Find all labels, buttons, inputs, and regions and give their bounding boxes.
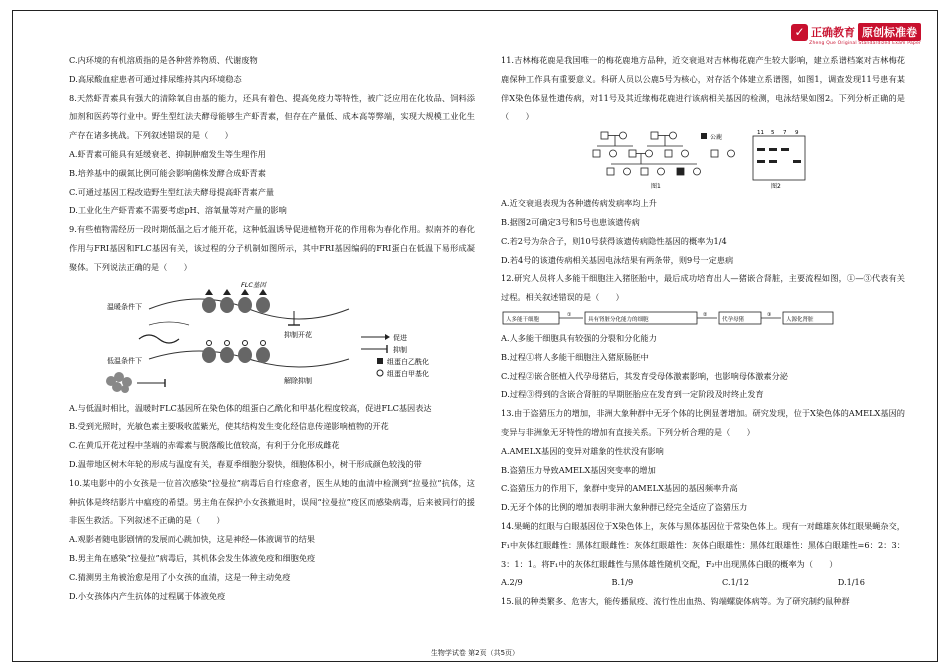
fig1-label: 图1: [651, 183, 661, 191]
gel-lane-5: 5: [771, 130, 775, 137]
q12-option-a: A.人多能干细胞具有较强的分裂和分化能力: [501, 332, 657, 343]
logo-slogan: 原创标准卷: [858, 23, 921, 41]
q13-option-b: B.盗猎压力导致AMELX基因突变率的增加: [501, 464, 656, 475]
q14-option-d: D.1/16: [837, 577, 865, 588]
page-footer: 生物学试卷 第2页（共5页）: [430, 649, 520, 657]
q13-stem: 13.由于盗猎压力的增加，非洲大象种群中无牙个体的比例显著增加。研究发现，位于X染色体的AMELX基因的变异与非洲象无牙特性的增加有直接关系。下列分析合理的是（ ）: [501, 408, 905, 437]
flow-step-2: 具有肾脏分化能力的细胞: [588, 316, 649, 323]
left-column: [69, 51, 475, 605]
q14-option-b: B.1/9: [611, 577, 634, 588]
q14-options: [501, 573, 905, 592]
gel-lane-9: 9: [795, 130, 799, 137]
q9-option-d: D.温带地区树木年轮的形成与温度有关，春夏季细胞分裂快，细胞体积小，树干形成颜色较浅的带: [69, 458, 422, 469]
q12-option-b: B.过程①将人多能干细胞注入猪原肠胚中: [501, 351, 649, 362]
q14-stem: 14.果蝇的红眼与白眼基因位于X染色体上，灰体与黑体基因位于常染色体上。现有一对雌雄灰体红眼果蝇杂交，F₁中灰体红眼雌性：黑体红眼雌性：灰体红眼雄性：灰体白眼雄性：黑体红眼雄性：黑体白眼雄性=6：2：3：3：1：1。将F₁中的灰体红眼雌性与黑体雄性随机交配，F₂中出现黑体白眼的概率为（ ）: [501, 520, 905, 569]
flow-arrow-2: ②: [703, 311, 708, 318]
q11-stem: 11.吉林梅花鹿是我国唯一的梅花鹿地方品种，近交衰退对吉林梅花鹿产生较大影响，建立系谱档案对吉林梅花鹿保种工作具有重要意义。科研人员以公鹿5号为核心，对存活个体建立系谱图，如图1，调查发现11号患有某伴X染色体显性遗传病，对11号及其近缘梅花鹿进行该病相关基因的检测，电泳结果如图2。下列分析正确的是（ ）: [501, 55, 905, 122]
q10-option-d: D.小女孩体内产生抗体的过程属于体液免疫: [69, 590, 226, 601]
release-label: 解除抑制: [284, 376, 312, 385]
q12-stem: 12.研究人员将人多能干细胞注入猪胚胎中，最后成功培育出人—猪嵌合肾脏，主要流程如图，①—③代表有关过程。相关叙述错误的是（ ）: [501, 273, 905, 303]
q11-option-d: D.若4号的该遗传病相关基因电泳结果有两条带，则9号一定患病: [501, 254, 734, 265]
flow-arrow-1: ①: [567, 311, 572, 318]
q8-option-b: B.培养基中的碳氮比例可能会影响菌株发酵合成虾青素: [69, 167, 266, 178]
q11-option-b: B.据图2可确定3号和5号也患该遗传病: [501, 216, 640, 227]
flow-arrow-3: ③: [767, 311, 772, 318]
methyl-marks-cold: [207, 340, 266, 345]
q13-option-d: D.无牙个体的比例的增加表明非洲大象种群已经完全适应了盗猎压力: [501, 502, 748, 513]
flow-step-4: 人源化肾脏: [786, 316, 814, 323]
q8-stem: 8.天然虾青素具有强大的清除氧自由基的能力，还具有着色、提高免疫力等特性，被广泛应用在化妆品、饲料添加剂和医药等行业中。野生型红法夫酵母能够生产虾青素，但存在产量低、成本高等弊端，实现大规模工业化生产存在诸多挑战。下列叙述错误的是（ ）: [69, 92, 475, 141]
q12-flow-diagram: [501, 309, 905, 327]
flc-label: FLC基因: [241, 280, 266, 289]
q13-option-a: A.AMELX基因的变异对雄象的性状没有影响: [501, 445, 664, 456]
legend-promote: 促进: [393, 333, 407, 342]
q10-option-a: A.观影者随电影剧情的发展而心跳加快，这是神经—体液调节的结果: [69, 534, 315, 545]
fig2-label: 图2: [771, 183, 781, 191]
q10-stem: 10.某电影中的小女孩是一位首次感染“拉曼拉”病毒后自行痊愈者，医生从她的血清中检测到“拉曼拉”抗体，这种抗体是终结影片中瘟疫的希望。男主角在保护小女孩撤退时，误闯“拉曼拉”疫区而感染病毒，后来被同行的援非医生救活。下列叙述不正确的是（ ）: [69, 477, 475, 526]
warm-label: 温暖条件下: [107, 302, 142, 311]
publisher-logo: [791, 23, 921, 41]
exam-page: [12, 10, 938, 662]
nucleosomes-warm: [202, 297, 270, 313]
cold-label: 低温条件下: [107, 356, 142, 365]
legend-inhibit: 抑制: [393, 345, 407, 354]
q11-figure: [501, 128, 905, 192]
q7-option-d: D.高尿酸血症患者可通过排尿维持其内环境稳态: [69, 73, 242, 84]
legend-acetyl: 组蛋白乙酰化: [387, 357, 429, 366]
q9-figure: [69, 279, 475, 397]
q9-stem: 9.有些植物需经历一段时期低温之后才能开花，这种低温诱导促进植物开花的作用称为春化作用。拟南芥的春化作用与FRI基因和FLC基因有关，该过程的分子机制如图所示，其中FRI基因编码的FRI蛋白在低温下易形成凝聚体。下列说法正确的是（ ）: [69, 224, 475, 272]
inhibit-flower-label: 抑制开花: [284, 330, 312, 339]
q14-option-c: C.1/12: [722, 577, 749, 588]
q7-option-c: C.内环境的有机溶质指的是各种营养物质、代谢废物: [69, 55, 258, 65]
q10-option-b: B.男主角在感染“拉曼拉”病毒后，其机体会发生体液免疫和细胞免疫: [69, 552, 316, 563]
q14-option-a: A.2/9: [501, 577, 523, 588]
q12-option-d: D.过程③得到的含嵌合肾脏的早期胚胎应在发育到一定阶段及时终止发育: [501, 389, 764, 400]
flow-step-3: 代孕母猪: [722, 316, 745, 323]
q15-stem: 15.鼠的种类繁多、危害大，能传播鼠疫、流行性出血热、钩端螺旋体病等。为了研究制约鼠种群: [501, 596, 850, 607]
pedigree-legend: 公鹿: [710, 134, 723, 142]
q9-option-c: C.在黄瓜开花过程中茎端的赤霉素与脱落酸比值较高，有利于分化形成雌花: [69, 440, 340, 451]
q11-option-c: C.若2号为杂合子，则10号获得该遗传病隐性基因的概率为1/4: [501, 235, 727, 246]
flow-step-1: 人多能干细胞: [506, 316, 540, 323]
legend-methyl: 组蛋白甲基化: [387, 369, 429, 378]
right-column: [501, 51, 905, 611]
checkmark-icon: ✓: [791, 24, 808, 41]
q8-option-c: C.可通过基因工程改造野生型红法夫酵母提高虾青素产量: [69, 186, 275, 197]
logo-brand: 正确教育: [811, 26, 855, 39]
q12-option-c: C.过程②嵌合胚植入代孕母猪后，其发育受母体激素影响，也影响母体激素分泌: [501, 370, 788, 381]
q8-option-a: A.虾青素可能具有延缓衰老、抑制肿瘤发生等生理作用: [69, 148, 266, 159]
q13-option-c: C.盗猎压力的作用下，象群中变异的AMELX基因的基因频率升高: [501, 483, 738, 494]
gel-lane-7: 7: [783, 130, 787, 137]
q10-option-c: C.猜测男主角被治愈是用了小女孩的血清，这是一种主动免疫: [69, 571, 291, 582]
fri-condensate: [106, 372, 132, 393]
q11-option-a: A.近交衰退表现为各种遗传病发病率均上升: [501, 198, 657, 209]
gel-frame: [753, 136, 805, 180]
acetyl-marks-warm: [205, 289, 267, 295]
gel-lane-11: 11: [757, 130, 764, 137]
q8-option-d: D.工业化生产虾青素不需要考虑pH、溶氧量等对产量的影响: [69, 205, 287, 216]
q9-option-a: A.与低温时相比，温暖时FLC基因所在染色体的组蛋白乙酰化和甲基化程度较高，促进FLC基因表达: [69, 402, 432, 413]
q9-option-b: B.受到光照时，光敏色素主要吸收蓝紫光，使其结构发生变化经信息传递影响植物的开花: [69, 421, 389, 432]
logo-subtitle: Zheng Que Original Standardized Exam Paper: [809, 41, 921, 46]
gel-bands: [757, 148, 801, 163]
